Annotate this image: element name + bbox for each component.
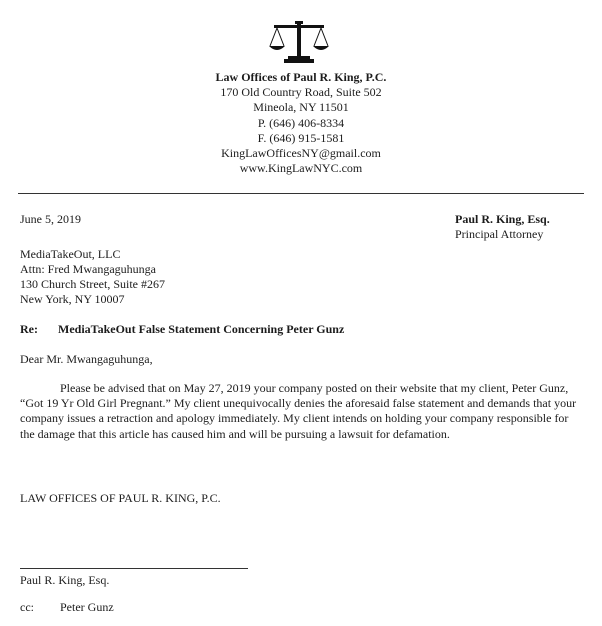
firm-website: www.KingLawNYC.com: [239, 161, 363, 176]
firm-address-line2: Mineola, NY 11501: [253, 100, 349, 115]
signature-line: [20, 568, 248, 569]
signer-block: [455, 212, 550, 242]
letterhead: [0, 70, 602, 176]
subject-line: [20, 322, 344, 337]
firm-name: Law Offices of Paul R. King, P.C.: [215, 70, 387, 84]
signature-name: Paul R. King, Esq.: [20, 573, 110, 587]
letterhead-divider: [18, 193, 584, 194]
salutation: Dear Mr. Mwangaguhunga,: [20, 352, 153, 366]
firm-address-line1: 170 Old Country Road, Suite 502: [220, 85, 382, 100]
signer-name: Paul R. King, Esq.: [455, 212, 550, 226]
recipient-address: [20, 247, 165, 307]
subject-label: Re:: [20, 322, 38, 336]
scales-of-justice-icon: [268, 20, 330, 64]
letter-body: Please be advised that on May 27, 2019 your company posted on their website that my client, Peter Gunz, “Got 19 Yr Old Girl Pregnant.” My client unequivocally denies the aforesaid false statement and demands that your company issues a retraction and apology immediately. My client intends on holding your company responsible for the damage that this article has caused him and will be pursuing a lawsuit for defamation.: [20, 381, 577, 441]
recipient-street: 130 Church Street, Suite #267: [20, 277, 165, 291]
recipient-company: MediaTakeOut, LLC: [20, 247, 121, 261]
cc-label: cc:: [20, 600, 34, 614]
recipient-attn: Attn: Fred Mwangaguhunga: [20, 262, 156, 276]
cc-name: Peter Gunz: [60, 600, 114, 614]
firm-email: KingLawOfficesNY@gmail.com: [221, 146, 381, 161]
signer-title: Principal Attorney: [455, 227, 544, 241]
cc-line: [20, 600, 114, 615]
letter-date: June 5, 2019: [20, 212, 81, 226]
recipient-city: New York, NY 10007: [20, 292, 125, 306]
subject-text: MediaTakeOut False Statement Concerning Peter Gunz: [58, 322, 345, 336]
closing-firm: LAW OFFICES OF PAUL R. KING, P.C.: [20, 491, 221, 505]
firm-fax: F. (646) 915-1581: [257, 130, 345, 145]
firm-phone: P. (646) 406-8334: [257, 115, 345, 130]
